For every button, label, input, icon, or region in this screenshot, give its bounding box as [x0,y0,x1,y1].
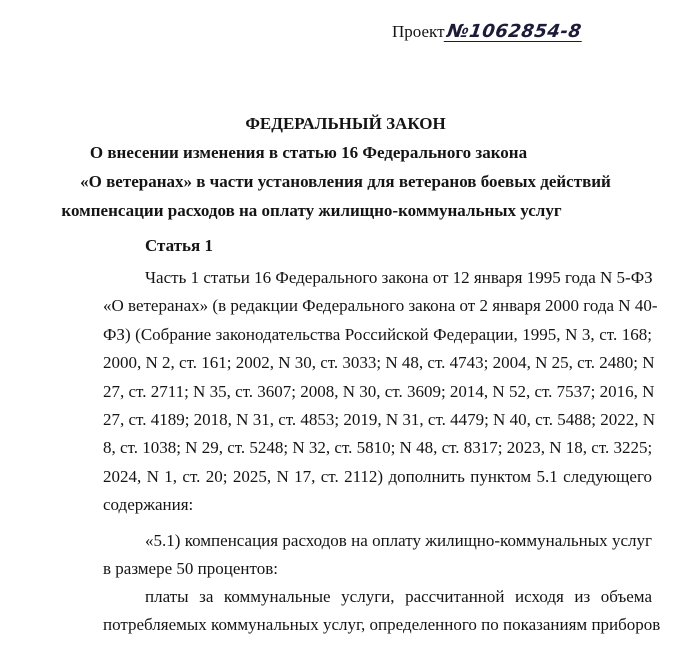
paragraph-line: Часть 1 статьи 16 Федерального закона от 12 января 1995 года N 5-ФЗ [145,268,653,287]
project-number-handwritten: №1062854-8 [445,21,583,42]
paragraph-line: 2000, N 2, ст. 161; 2002, N 30, ст. 3033; N 48, ст. 4743; 2004, N 25, ст. 2480; N [103,353,655,373]
paragraph-line: ФЗ) (Собрание законодательства Российской Федерации, 1995, N 3, ст. 168; [103,324,652,344]
project-stamp [392,22,583,42]
paragraph-line: 27, ст. 4189; 2018, N 31, ст. 4853; 2019, N 31, ст. 4479; N 40, ст. 5488; 2022, N [103,409,656,429]
article-heading: Статья 1 [145,236,213,255]
paragraph-line: 2024, N 1, ст. 20; 2025, N 17, ст. 2112) дополнить пунктом 5.1 следующего [103,466,652,486]
law-title-line-2: «О ветеранах» в части установления для ветеранов боевых действий [80,172,611,191]
article-paragraph-3 [103,583,661,640]
law-title-line-1: О внесении изменения в статью 16 Федерального закона [89,143,528,162]
project-label: Проект [392,22,445,41]
paragraph-line: 8, ст. 1038; N 29, ст. 5248; N 32, ст. 5810; N 48, ст. 8317; 2023, N 18, ст. 3225; [103,438,653,458]
paragraph-line: содержания: [103,495,194,515]
law-type-title: ФЕДЕРАЛЬНЫЙ ЗАКОН [245,114,446,133]
paragraph-line: «О ветеранах» (в редакции Федерального закона от 2 января 2000 года N 40- [103,296,658,316]
paragraph-line: «5.1) компенсация расходов на оплату жилищно-коммунальных услуг [145,531,652,550]
law-title-line-3: компенсации расходов на оплату жилищно-коммунальных услуг [61,201,562,220]
paragraph-line: платы за коммунальные услуги, рассчитанной исходя из объема [145,587,652,606]
article-paragraph-2 [103,527,652,584]
paragraph-line: в размере 50 процентов: [103,559,278,579]
article-paragraph-1 [103,264,658,520]
paragraph-line: потребляемых коммунальных услуг, определенного по показаниям приборов [103,615,661,635]
paragraph-line: 27, ст. 2711; N 35, ст. 3607; 2008, N 30, ст. 3609; 2014, N 52, ст. 7537; 2016, N [103,381,655,401]
